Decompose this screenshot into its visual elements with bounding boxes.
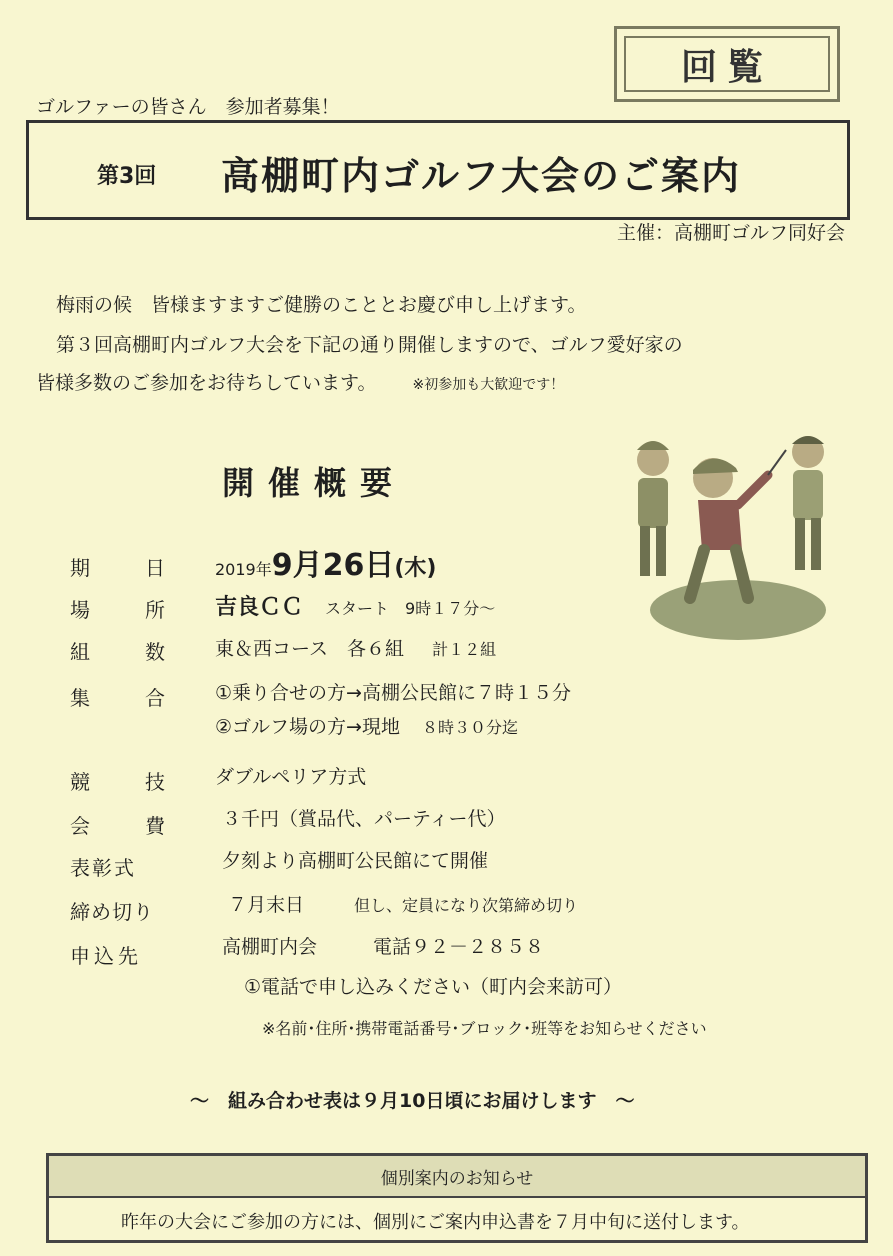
assembly-label: 集 合 [70, 686, 168, 710]
format-value: ダブルペリア方式 [215, 766, 367, 788]
greeting-line-1: 梅雨の候 皆様ますますご健勝のこととお慶び申し上げます。 [56, 294, 587, 316]
deadline-value: ７月末日 但し、定員になり次第締め切り [228, 894, 579, 916]
apply-note-info: ※名前･住所･携帯電話番号･ブロック･班等をお知らせください [262, 1019, 707, 1038]
individual-notice-box [46, 1153, 868, 1243]
individual-notice-heading: 個別案内のお知らせ [49, 1156, 865, 1198]
date-value: 2019年9月26日(木) [215, 548, 437, 583]
tagline: ゴルファーの皆さん 参加者募集！ [36, 96, 340, 118]
circulation-stamp-label: 回覧 [624, 36, 830, 92]
organizer: 主催：高棚町ゴルフ同好会 [616, 222, 845, 244]
pairing-notice: ～ 組み合わせ表は９月10日頃にお届けします ～ [190, 1090, 635, 1112]
assembly-line-2: ②ゴルフ場の方→現地 ８時３０分迄 [215, 716, 518, 738]
venue-label: 場 所 [70, 598, 168, 622]
groups-value: 東＆西コース 各６組 計１２組 [215, 638, 497, 660]
format-label: 競 技 [70, 770, 168, 794]
greeting-line-2: 第３回高棚町内ゴルフ大会を下記の通り開催しますので、ゴルフ愛好家の [56, 334, 683, 356]
apply-label: 申込先 [70, 944, 142, 968]
greeting-line-3: 皆様多数のご参加をお待ちしています。 ※初参加も大歓迎です！ [36, 372, 565, 394]
title-box [26, 120, 850, 220]
awards-label: 表彰式 [70, 856, 136, 880]
awards-value: 夕刻より高棚町公民館にて開催 [222, 850, 489, 872]
golfers-illustration [618, 420, 838, 650]
apply-value: 高棚町内会 電話９２－２８５８ [222, 936, 545, 958]
groups-label: 組 数 [70, 640, 168, 664]
deadline-label: 締め切り [70, 900, 154, 924]
assembly-line-1: ①乗り合せの方→高棚公民館に７時１５分 [215, 682, 571, 704]
date-label: 期 日 [70, 556, 168, 580]
page-title: 高棚町内ゴルフ大会のご案内 [221, 154, 742, 198]
edition-number: 第3回 [97, 164, 157, 189]
circulation-stamp [614, 26, 840, 102]
section-heading: 開催概要 [222, 464, 407, 502]
apply-note-phone: ①電話で申し込みください（町内会来訪可） [244, 976, 623, 998]
fee-label: 会 費 [70, 814, 168, 838]
fee-value: ３千円（賞品代、パーティー代） [222, 808, 506, 830]
individual-notice-body: 昨年の大会にご参加の方には、個別にご案内申込書を７月中旬に送付します。 [121, 1212, 750, 1233]
welcome-note: ※初参加も大歓迎です！ [412, 377, 565, 393]
venue-value: 吉良ＣＣ スタート 9時１７分～ [215, 595, 496, 620]
